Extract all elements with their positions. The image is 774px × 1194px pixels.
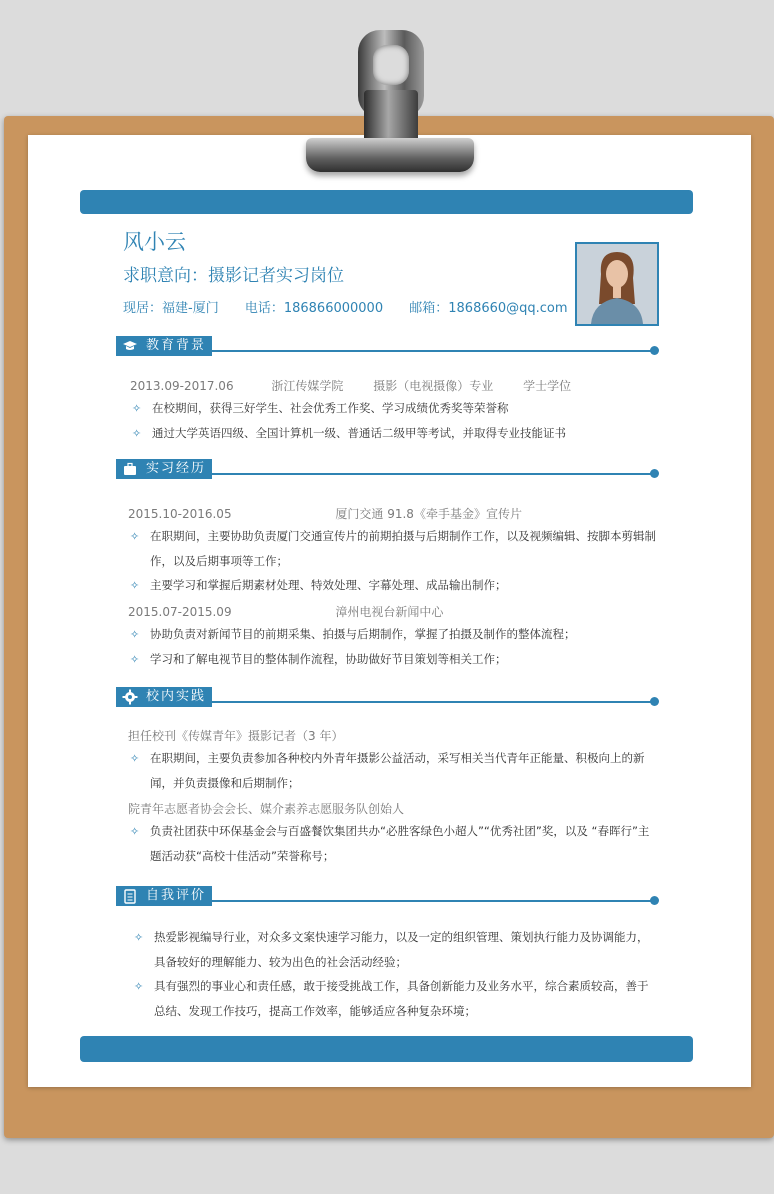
list-item: ✧ 负责社团获中环保基金会与百盛餐饮集团共办“必胜客绿色小超人”“优秀社团”奖，以及 “春晖行”主题活动获“高校十佳活动”荣誉称号； (150, 819, 660, 869)
list-item: ✧ 主要学习和掌握后期素材处理、特效处理、字幕处理、成品输出制作； (150, 573, 660, 598)
list-item: ✧ 具有强烈的事业心和责任感，敢于接受挑战工作，具备创新能力及业务水平，综合素质较高，善于总结、发现工作技巧，提高工作效率，能够适应各种复杂环境； (154, 974, 654, 1024)
contact-line (123, 297, 590, 316)
list-item: ✧ 学习和了解电视节目的整体制作流程，协助做好节目策划等相关工作； (150, 647, 660, 672)
graduation-cap-icon (122, 338, 138, 354)
job1-dates: 2015.10-2016.05 (128, 507, 232, 521)
education-row (130, 377, 571, 394)
diamond-bullet-icon: ✧ (132, 402, 142, 415)
portrait-image (577, 244, 657, 324)
job1-org: 厦门交通 91.8《牵手基金》宣传片 (335, 507, 522, 521)
profile-photo (575, 242, 659, 326)
email: 邮箱：1868660@qq.com (409, 301, 568, 316)
job1-row (128, 505, 522, 522)
list-item: ✧ 在校期间，获得三好学生、社会优秀工作奖、学习成绩优秀奖等荣誉称 (152, 396, 662, 421)
list-item: ✧ 在职期间，主要负责参加各种校内外青年摄影公益活动，采写相关当代青年正能量、积极向上的新闻，并负责摄像和后期制作； (150, 746, 660, 796)
education-degree: 学士学位 (523, 379, 572, 393)
education-school: 浙江传媒学院 (271, 379, 344, 393)
diamond-bullet-icon: ✧ (134, 931, 144, 944)
list-item: ✧ 协助负责对新闻节目的前期采集、拍摄与后期制作，掌握了拍摄及制作的整体流程； (150, 622, 660, 647)
gear-icon (122, 689, 138, 705)
diamond-bullet-icon: ✧ (130, 825, 140, 838)
section-internship (116, 459, 660, 479)
top-accent-bar (80, 190, 693, 214)
section-self (116, 886, 660, 906)
campus-role2: 院青年志愿者协会会长、媒介素养志愿服务队创始人 (128, 802, 405, 816)
diamond-bullet-icon: ✧ (130, 628, 140, 641)
section-education (116, 336, 660, 356)
list-item: ✧ 在职期间，主要协助负责厦门交通宣传片的前期拍摄与后期制作工作，以及视频编辑、按脚本剪辑制作，以及后期事项等工作； (150, 524, 660, 574)
applicant-name: 风小云 (123, 230, 186, 254)
clip-ring-hole (373, 45, 409, 85)
education-dates: 2013.09-2017.06 (130, 379, 234, 393)
briefcase-icon (122, 461, 138, 477)
job2-row (128, 603, 443, 620)
diamond-bullet-icon: ✧ (130, 653, 140, 666)
clipboard-icon (122, 888, 138, 904)
campus-role1: 担任校刊《传媒青年》摄影记者（3 年） (128, 729, 344, 743)
list-item: ✧ 通过大学英语四级、全国计算机一级、普通话二级甲等考试，并取得专业技能证书 (152, 421, 662, 446)
clip-base (306, 138, 474, 172)
section-title: 实习经历 (146, 461, 207, 476)
education-major: 摄影（电视摄像）专业 (373, 379, 494, 393)
section-campus (116, 687, 660, 707)
section-title: 校内实践 (146, 689, 207, 704)
list-item: ✧ 热爱影视编导行业，对众多文案快速学习能力，以及一定的组织管理、策划执行能力及协调能力，具备较好的理解能力、较为出色的社会活动经验； (154, 925, 654, 975)
section-title: 教育背景 (146, 338, 207, 353)
section-title: 自我评价 (146, 888, 207, 903)
job2-org: 漳州电视台新闻中心 (335, 605, 444, 619)
phone: 电话：186866000000 (244, 301, 384, 316)
clip-body (364, 90, 418, 142)
job2-dates: 2015.07-2015.09 (128, 605, 232, 619)
diamond-bullet-icon: ✧ (132, 427, 142, 440)
bottom-accent-bar (80, 1036, 693, 1062)
diamond-bullet-icon: ✧ (130, 530, 140, 543)
job-objective: 求职意向：摄影记者实习岗位 (123, 266, 344, 286)
residence: 现居：福建-厦门 (123, 301, 219, 316)
diamond-bullet-icon: ✧ (134, 980, 144, 993)
diamond-bullet-icon: ✧ (130, 579, 140, 592)
diamond-bullet-icon: ✧ (130, 752, 140, 765)
